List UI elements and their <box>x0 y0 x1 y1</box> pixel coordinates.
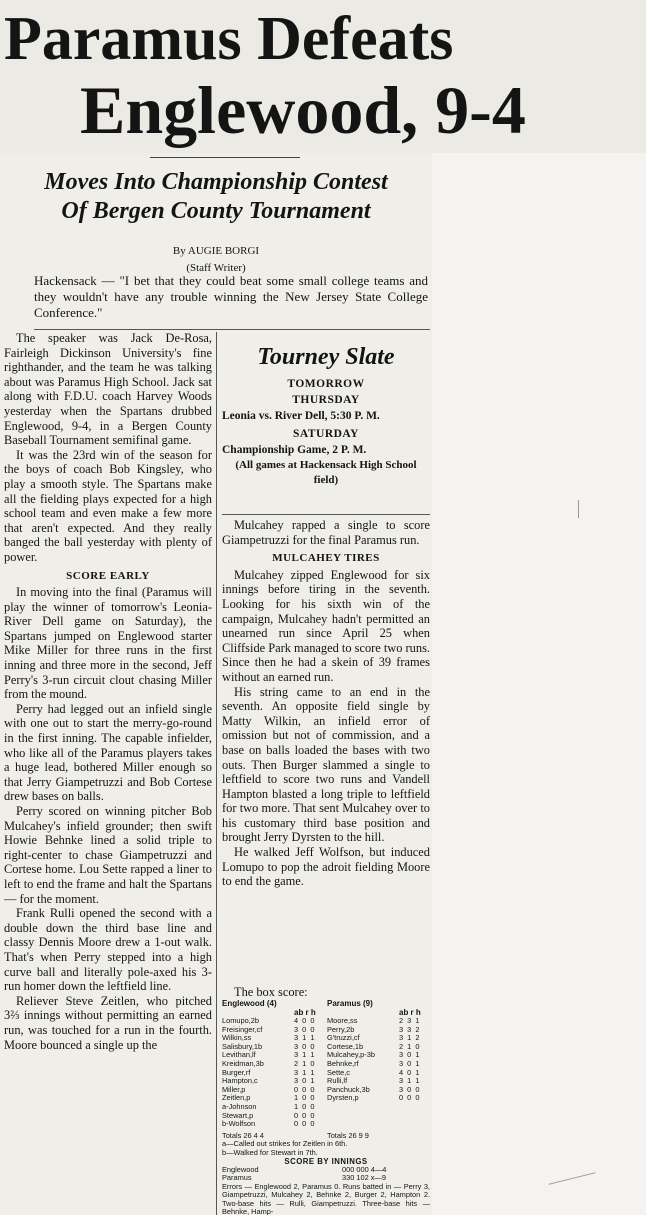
column-heading: ab r h <box>294 1008 316 1017</box>
slate-game: Leonia vs. River Dell, 5:30 P. M. <box>222 410 380 422</box>
player-stats: 3 1 1 <box>294 1067 316 1077</box>
player-name: Behnke,rf <box>327 1059 359 1068</box>
article-paragraph: Frank Rulli opened the second with a double down the third base line and classy Dennis Moore drew a 1-out walk. That's when Perry stepped into a high curve ball and literally pole-axed his 3-run homer down the leftfield line. <box>4 906 212 994</box>
box-score <box>222 985 430 1215</box>
article-paragraph: Perry had legged out an infield single with one out to start the merry-go-round in the first inning. The capable infielder, who like all of the Paramus players takes a huge lead, bothered Miller enough so that Jerry Giampetruzzi and Bob Cortese drew bases on balls. <box>4 701 212 804</box>
player-stats: 3 1 1 <box>399 1076 421 1086</box>
player-stats: 2 3 1 <box>399 1016 421 1025</box>
headline-block <box>0 0 646 153</box>
player-stats: 3 3 2 <box>399 1024 421 1034</box>
player-name: Mulcahey,p-3b <box>327 1051 375 1060</box>
article-paragraph: Reliever Steve Zeitlen, who pitched 3⅔ innings without permitting an earned run, was touched for a run in the fourth. Moore bounced a single up the <box>4 993 212 1052</box>
player-stats: 0 0 0 <box>294 1110 316 1120</box>
column-divider <box>216 332 217 1215</box>
section-subhead: MULCAHEY TIRES <box>272 552 380 565</box>
player-name: Stewart,p <box>222 1111 254 1120</box>
player-name: b-Wolfson <box>222 1120 256 1129</box>
totals-englewood: Totals 26 4 4 <box>222 1130 264 1140</box>
player-row <box>222 1120 325 1129</box>
team-heading: Englewood (4) <box>222 999 277 1008</box>
article-paragraph: The speaker was Jack De-Rosa, Fairleigh Dickinson University's fine righthander, and the team he was talking about was Paramus High School. Jack sat along with F.D.U. coach Harvey Woods yesterday when the Spartans drubbed Englewood, 9-4, in a Bergen County Baseball Tournament semifinal game. <box>4 331 212 448</box>
box-note: b—Walked for Stewart in 7th. <box>222 1147 318 1157</box>
section-subhead: SCORE EARLY <box>66 569 150 582</box>
player-name: Salisbury,1b <box>222 1042 263 1051</box>
lede-paragraph: Hackensack — "I bet that they could beat some small college teams and they wouldn't have any trouble winning the New Jersey State College Conference." <box>34 273 428 320</box>
player-stats: 2 1 0 <box>294 1058 316 1068</box>
article-paragraph: It was the 23rd win of the season for the boys of coach Bob Kingsley, who play a smooth style. The Spartans make all the fielding plays expected for a high school team and even make a few more that aren't expected. And they really banged the ball yesterday with plenty of power. <box>4 447 212 564</box>
subheadline <box>0 168 432 226</box>
player-stats: 3 0 0 <box>399 1084 421 1094</box>
box-summary: Errors — Englewood 2, Paramus 0. Runs batted in — Perry 3, Giampetruzzi, Mulcahey 2, Behnke 2, Burger 2, Hampton 2. Two-base hits — Rulli, Giampetruzzi. Three-base hits — Behnke, Hamp- <box>222 1181 430 1215</box>
player-name: Hampton,c <box>222 1077 258 1086</box>
headline-line-2: Englewood, 9-4 <box>80 72 526 148</box>
box-score-englewood <box>222 999 325 1129</box>
player-stats: 0 0 0 <box>294 1119 316 1129</box>
inning-runs: 330 102 x—9 <box>342 1173 386 1183</box>
divider <box>34 329 430 330</box>
line-score-englewood <box>222 1166 430 1174</box>
totals-paramus: Totals 26 9 9 <box>327 1130 369 1140</box>
player-stats: 4 0 0 <box>294 1016 316 1025</box>
player-stats: 3 1 1 <box>294 1050 316 1060</box>
player-name: Sette,c <box>327 1068 351 1077</box>
player-name: Lomupo,2b <box>222 1017 259 1025</box>
player-stats: 3 0 1 <box>399 1058 421 1068</box>
player-stats: 3 1 2 <box>399 1033 421 1043</box>
article-left-column <box>4 331 212 1215</box>
slate-day: THURSDAY <box>292 394 360 406</box>
player-name: Levithan,lf <box>222 1051 256 1060</box>
slate-day: TOMORROW <box>287 378 365 390</box>
player-name: Zeitlen,p <box>222 1094 251 1103</box>
inning-runs: 000 000 4—4 <box>342 1164 387 1174</box>
player-stats: 1 0 0 <box>294 1101 316 1111</box>
player-name: G'truzzi,cf <box>327 1034 360 1043</box>
box-note: a—Called out strikes for Zeitlen in 6th. <box>222 1139 348 1149</box>
slate-title: Tourney Slate <box>257 344 395 370</box>
scan-mark <box>549 1172 596 1185</box>
team-heading: Paramus (9) <box>327 999 373 1008</box>
player-name: Perry,2b <box>327 1025 355 1034</box>
subheadline-line-2: Of Bergen County Tournament <box>61 198 371 224</box>
player-name: Kreidman,3b <box>222 1059 264 1068</box>
divider <box>150 157 300 158</box>
player-name: Moore,ss <box>327 1017 358 1025</box>
player-stats: 3 0 0 <box>294 1041 316 1051</box>
player-stats: 0 0 0 <box>399 1093 421 1103</box>
team-name: Paramus <box>222 1173 252 1183</box>
player-name: Burger,rf <box>222 1068 251 1077</box>
player-stats: 3 1 1 <box>294 1033 316 1043</box>
player-name: Wilkin,ss <box>222 1034 252 1043</box>
player-stats: 4 0 1 <box>399 1067 421 1077</box>
player-name: Cortese,1b <box>327 1042 364 1051</box>
player-name: Dyrsten,p <box>327 1094 359 1103</box>
byline-author: By AUGIE BORGI <box>172 245 260 257</box>
slate-game: Championship Game, 2 P. M. <box>222 444 367 456</box>
player-stats: 3 0 1 <box>399 1050 421 1060</box>
player-name: Freisinger,cf <box>222 1025 263 1034</box>
article-paragraph: He walked Jeff Wolfson, but induced Lomupo to pop the adroit fielding Moore to end the game. <box>222 845 430 889</box>
scan-mark <box>578 500 579 518</box>
headline-line-1: Paramus Defeats <box>4 5 454 73</box>
article-paragraph: Mulcahey zipped Englewood for six innings before tiring in the seventh. Looking for his sixth win of the campaign, Mulcahey hadn't permitted an unearned run since April 25 when Cliffside Park managed to score two runs. Since then he had a skein of 39 frames without an earned run. <box>222 567 430 684</box>
team-name: Englewood <box>222 1164 259 1174</box>
tourney-slate-box <box>222 336 430 512</box>
player-stats: 2 1 0 <box>399 1041 421 1051</box>
innings-title: SCORE BY INNINGS <box>284 1156 368 1166</box>
divider <box>222 514 430 515</box>
article-paragraph: His string came to an end in the seventh. An opposite field single by Matty Wilkin, an infield error of omission but not of commission, and a base on balls loaded the bases with two outs. Then Burger slammed a single to leftfield to score two runs and Vandell Hampton blasted a long triple to leftfield for two more. That sent Mulcahey over to his customary third base position and brought Jerry Dyrsten to the hill. <box>222 684 430 845</box>
player-name: Panchuck,3b <box>327 1085 370 1094</box>
article-paragraph: Perry scored on winning pitcher Bob Mulcahey's infield grounder; then swift Howie Behnke lined a solid triple to right-center to chase Giampetruzzi and Cortese home. Lou Sette rapped a liner to left to end the frame and halt the Spartans — for the moment. <box>4 804 212 906</box>
box-score-intro: The box score: <box>234 985 308 999</box>
player-name: Miller,p <box>222 1085 246 1094</box>
byline-role: (Staff Writer) <box>186 262 246 274</box>
player-row <box>327 1094 430 1103</box>
byline <box>0 243 432 277</box>
subheadline-line-1: Moves Into Championship Contest <box>44 169 388 195</box>
player-name: Rulli,lf <box>327 1077 348 1086</box>
article-right-column <box>222 518 430 988</box>
player-stats: 1 0 0 <box>294 1093 316 1103</box>
column-heading: ab r h <box>399 1008 421 1017</box>
player-stats: 0 0 0 <box>294 1084 316 1094</box>
player-name: a-Johnson <box>222 1102 257 1111</box>
article-paragraph: In moving into the final (Paramus will play the winner of tomorrow's Leonia-River Dell game on Saturday), the Spartans jumped on Englewood starter Mike Miller for three runs in the first inning and three more in the second, Jeff Perry's 3-run circuit clout chasing Miller from the mound. <box>4 585 212 702</box>
box-score-paramus <box>327 999 430 1129</box>
player-stats: 3 0 0 <box>294 1024 316 1034</box>
article-paragraph: Mulcahey rapped a single to score Giampetruzzi for the final Paramus run. <box>222 518 430 547</box>
slate-note: (All games at Hackensack High School field) <box>235 459 417 486</box>
slate-day: SATURDAY <box>293 428 359 440</box>
player-stats: 3 0 1 <box>294 1076 316 1086</box>
